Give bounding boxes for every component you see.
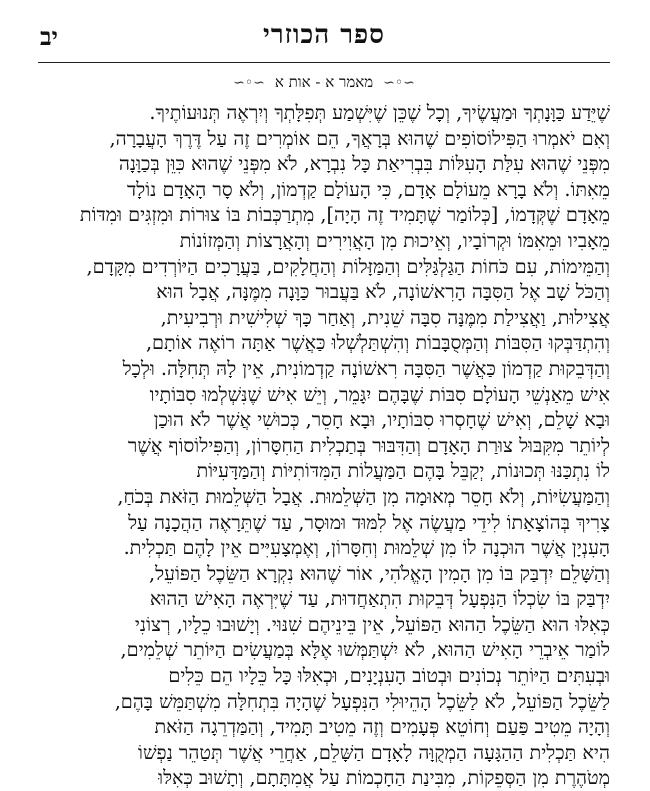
book-title: ספר הכוזרי	[263, 20, 385, 50]
ornament-left-icon: ∽◦∽	[233, 74, 265, 91]
text-line: אִישׁ מֵאַנְשֵׁי הָעוֹלָם סִבּוֹת שֶׁבָּהֶם יִגָּמֵר, וְיֵשׁ אִישׁ שֶׁנִּשְׁלְמוּ סִבּוֹתָיו	[149, 382, 610, 406]
text-line: הִיא תַּכְלִית הַהַגָּעָה הַמְקֻוָּה לָאָדָם הַשָּׁלֵם, אַחֲרֵי אֲשֶׁר תְּטַהֵר נַפְשׁוֹ	[138, 740, 610, 764]
text-line: וְהַכֹּל שָׁב אֶל הַסִּבָּה הָרִאשׁוֹנָה, לֹא בַּעֲבוּר כַּוָּנָה מִמֶּנָּה, אֲבָל הוּא	[156, 280, 610, 304]
text-line: וְהַמֵּימוֹת, עִם כֹּחוֹת הַגַּלְגַּלִּים וְהַמַּזָּלוֹת וְהַחֲלָקִים, בַּעֲרָכִים הַיּוֹרְדִים מִקָּדָם,	[86, 254, 610, 278]
text-line: לוֹ נִתְכַּנּוּ תְּכוּנוֹת, יְקַבֵּל בָּהֶם הַמַּעֲלוֹת הַמִּדּוֹתִיּוֹת וְהַמַּדָּעִיּוֹת	[196, 459, 610, 483]
section-header	[38, 73, 610, 92]
text-line: צָרִיךְ בְּהוֹצָאָתוֹ לִידֵי מַעֲשֶׂה אֶל לִמּוּד וּמוּסָר, עַד שֶׁתֵּרָאֶה הַהֲכָנָה עַל	[128, 510, 610, 534]
text-line: מְטֹהֶרֶת מִן הַסְּפֵקוֹת, מִבִּינַת הַחָכְמוֹת עַל אֲמִתָּתָם, וְתָשׁוּב כְּאִלּוּ	[158, 766, 610, 790]
text-line: וְהִתְדַּבְּקוּ הַסִּבּוֹת וְהַמְּסֻבָּבוֹת וְהִשְׁתַּלְשְׁלוּ כַּאֲשֶׁר אַתָּה רוֹאֶה אוֹתָם,	[145, 331, 610, 355]
text-line: כְּאִלּוּ הוּא הַשֵּׂכֶל הַהוּא הַפּוֹעֵל, אֵין בֵּינֵיהֶם שִׁנּוּי. וְיָשׁוּבוּ כֵלָיו, רְצוֹנִי	[134, 612, 610, 636]
text-line: מֵאִתּוֹ. וְלֹא בָרָא מֵעוֹלָם אָדָם, כִּי הָעוֹלָם קַדְמוֹן, וְלֹא סָר הָאָדָם נוֹלָד	[127, 177, 610, 201]
section-label: מאמר א - אות א	[274, 73, 374, 91]
text-line: מֵאָבִיו וּמֵאִמּוֹ וּקְרוֹבָיו, וְאֵיכוּת מִן הָאֲוִירִים וְהָאֲרָצוֹת וְהַמְּזוֹנוֹת	[179, 228, 610, 252]
text-line: שֶׁיֵּדַע כַּוָּנָתְךָ וּמַעֲשֶׂיךָ, וְכָל שֶׁכֵּן שֶׁיִּשְׁמַע תְּפִלָּתְךָ וְיִרְאֶה תְּנוּעוֹתֶיךָ.	[149, 101, 610, 124]
page-number: יב	[40, 22, 58, 51]
text-line: וּבָא שָׁלֵם, וְאִישׁ שֶׁחָסְרוּ סִבּוֹתָיו, וּבָא חָסֵר, כְּכוּשִׁי אֲשֶׁר לֹא הוּכַן	[153, 408, 610, 432]
text-line: אֲצִילוּת, וַאֲצִילַת מִמֶּנָּה סִבָּה שֵׁנִית, וְאַחַר כָּךְ שְׁלִישִׁית וּרְבִיעִית,	[160, 305, 610, 329]
text-line: וְאִם יֹאמְרוּ הַפִּילוֹסוֹפִים שֶׁהוּא בְּרָאֲךָ, הֵם אוֹמְרִים זֶה עַל דֶּרֶךְ הָעֲבָרָה,	[109, 126, 610, 150]
text-line: יִדְבַּק בּוֹ שִׂכְלוֹ הַנִּפְעָל דְּבֵקוּת הִתְאַחֲדוּת, עַד שֶׁיִּרְאֶה הָאִישׁ הַהוּא	[149, 587, 610, 611]
text-line: לְיוֹתֵר מִקִּבּוּל צוּרַת הָאָדָם וְהַדִּבּוּר בְּתַכְלִית הַחִסָּרוֹן, וְהַפִּילוֹסוֹף אֲשֶׁר	[127, 433, 610, 457]
text-line: וְהַשָּׁלֵם יִדְבַּק בּוֹ מִן הָמִין הָאֱלֹהִי, אוֹר שֶׁהוּא נִקְרָא הַשֵּׂכֶל הַפּוֹעֵל,	[149, 561, 610, 585]
text-line: לוֹמַר אֵיבְרֵי הָאִישׁ הַהוּא, לֹא יִשְׁתַּמְּשׁוּ אֶלָּא בְּמַעֲשִׂים הַיּוֹתֵר שְׁלֵמִים,	[120, 638, 610, 662]
text-line: הָעִנְיָן אֲשֶׁר הוּכְנָה לוֹ מִן שְׁלֵמוּת וְחִסָּרוֹן, וְאֶמְצָעִיִּים אֵין לָהֶם תַּכְלִית.	[123, 536, 610, 560]
text-line: מִפְּנֵי שֶׁהוּא עִלַּת הָעִלּוֹת בִּבְרִיאַת כָּל נִבְרָא, לֹא מִפְּנֵי שֶׁהוּא כִּוֵּן בְּכַוָּנָה	[118, 152, 610, 176]
text-line: וְהַמַּעֲשִׂיּוֹת, וְלֹא חָסֵר מְאוּמָה מִן הַשְּׁלֵמוּת. אֲבָל הַשְּׁלֵמוּת הַזֹּאת בְּכֹחַ,	[117, 484, 610, 508]
text-line: וְהָיָה מֵטִיב פַּעַם וְחוֹטֵא פְּעָמִים וְזֶה מֵטִיב תָּמִיד, וְהַמַּדְרֵגָה הַזֹּאת	[154, 715, 610, 739]
ornament-right-icon: ∽◦∽	[383, 74, 415, 91]
text-line: וּבְעִתִּים הַיּוֹתֵר נְכוֹנִים וּבְטוֹב הָעִנְיָנִים, וּכְאִלּוּ כָּל כֵּלָיו הֵם כֵּלִים	[168, 664, 610, 688]
running-header	[38, 18, 610, 63]
body-text	[38, 100, 610, 791]
text-line: וְהַדְּבֵקוּת קַדְמוֹן כַּאֲשֶׁר הַסִּבָּה רִאשׁוֹנָה קַדְמוֹנִית, אֵין לָהּ תְּחִלָּה. וּלְכָל	[122, 356, 610, 380]
text-line: לַשֵּׂכֶל הַפּוֹעֵל, לֹא לַשֵּׂכֶל הָהֵיוּלִי הַנִּפְעָל שֶׁהָיָה בִּתְחִלָּה מִשְׁתַּמֵּשׁ בָּהֶם,	[114, 689, 610, 713]
text-line: מֵאָדָם שֶׁקְּדָמוֹ, [כְּלוֹמַר שֶׁתָּמִיד זֶה הָיָה], מִתְרַכְּבוֹת בּוֹ צוּרוֹת וּמִזְגִּים וּמִדּוֹת	[79, 203, 610, 227]
